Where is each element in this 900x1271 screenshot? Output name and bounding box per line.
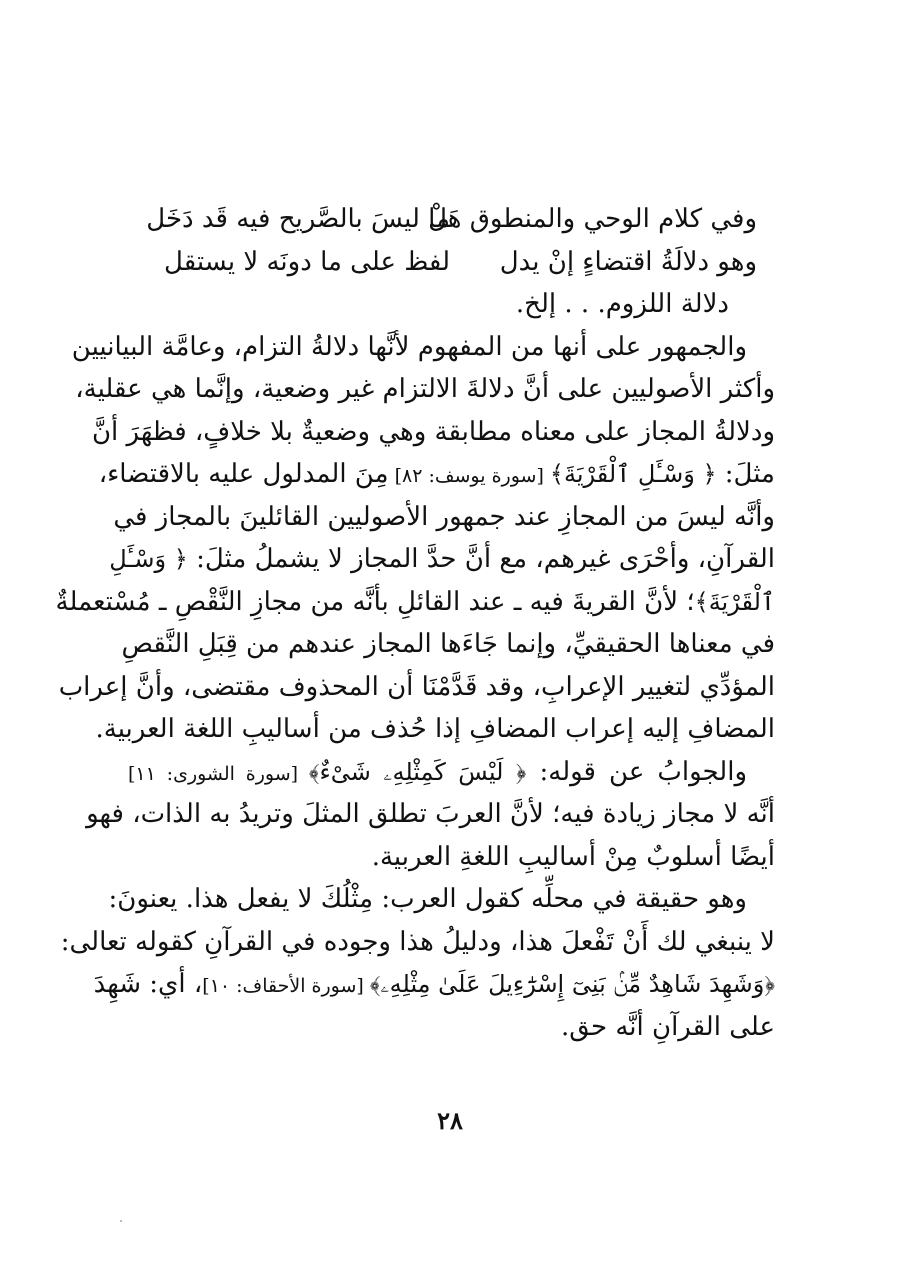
verse-line-2-first-hemistich: وهو دلالَةُ اقتضاءٍ إنْ يدل	[499, 246, 757, 277]
line-text: مثلَ:	[716, 459, 775, 489]
line-text: وأكثر الأصوليين على أنَّ دلالةَ الالتزام غير وضعية، وإنَّما هي عقلية،	[75, 374, 775, 404]
text-line	[71, 326, 775, 369]
scan-speck	[120, 1220, 122, 1222]
text-line	[55, 581, 775, 624]
quran-verse: ﴿وَشَهِدَ شَاهِدٌ مِّنۢ بَنِىٓ إِسْرَٰٓءِيلَ عَلَىٰ مِثْلِهِۦ﴾	[369, 970, 775, 998]
line-text: المضافِ إليه إعراب المضافِ إذا حُذف من أساليبِ اللغة العربية.	[95, 714, 775, 744]
text-line	[95, 708, 775, 751]
verse-line-2-second-hemistich: لفظ على ما دونَه لا يستقل	[164, 246, 450, 277]
paragraph	[55, 326, 775, 751]
text-line	[128, 1006, 775, 1049]
text-line	[121, 623, 775, 666]
line-text: والجوابُ عن قوله:	[526, 756, 747, 787]
quran-verse: ﴿ لَيْسَ كَمِثْلِهِۦ شَىْءٌ﴾	[308, 757, 527, 786]
page-body	[55, 198, 775, 1048]
quran-verse: ٱلْقَرْيَةَ﴾	[694, 587, 775, 616]
line-text: وهو حقيقة في محلِّه كقول العرب: مِثْلُكَ لا يفعل هذا. يعنونَ:	[108, 884, 747, 914]
line-text: على القرآنِ أنَّه حق.	[561, 1011, 775, 1042]
text-line	[108, 878, 775, 921]
quran-verse: ﴿ وَسْـَٔلِ	[109, 545, 188, 573]
verse-citation: [سورة الأحقاف: ١٠]	[202, 975, 370, 997]
line-text: ودلالةُ المجاز على معناه مطابقة وهي وضعيةٌ بلا خلافٍ، فظهَرَ أنَّ	[91, 416, 775, 447]
verse-citation: [سورة يوسف: ٨٢]	[388, 465, 550, 487]
line-text: المؤدِّي لتغيير الإعرابِ، وقد قَدَّمْنَا أن المحذوف مقتضى، وأنَّ إعراب	[58, 671, 775, 702]
line-text: أنَّه لا مجاز زيادة فيه؛ لأنَّ العربَ تطلق المثلَ وتريدُ به الذات، فهو	[86, 799, 775, 829]
verse-line-2	[128, 241, 775, 284]
line-text: ؛ لأنَّ القريةَ فيه ـ عند القائلِ بأنَّه من مجازِ النَّقْصِ ـ مُسْتعملةٌ	[55, 586, 695, 617]
poem-verse	[128, 198, 775, 326]
paragraph	[86, 751, 775, 879]
text-line	[98, 453, 775, 496]
body-paragraphs	[55, 326, 775, 1049]
line-text: ، أي: شَهِدَ	[93, 969, 203, 999]
text-line	[91, 411, 775, 454]
text-line	[93, 963, 775, 1006]
text-line	[109, 538, 775, 581]
text-line	[58, 666, 775, 709]
text-line	[128, 836, 775, 879]
paragraph	[60, 878, 775, 1048]
verse-line-1	[128, 198, 775, 241]
text-line	[86, 793, 775, 836]
line-text: والجمهور على أنها من المفهوم لأنَّها دلالةُ التزام، وعامَّة البيانيين	[71, 331, 747, 362]
line-text: لا ينبغي لك أَنْ تَفْعلَ هذا، ودليلُ هذا وجوده في القرآنِ كقوله تعالى:	[60, 926, 775, 957]
page-number: ٢٨	[437, 1106, 463, 1135]
line-text: في معناها الحقيقيِّ، وإنما جَاءَها المجاز عندهم من قِبَلِ النَّقصِ	[121, 629, 775, 659]
text-line	[75, 368, 775, 411]
line-text: أيضًا أسلوبٌ مِنْ أساليبِ اللغةِ العربية.	[371, 841, 775, 872]
text-line	[128, 751, 775, 794]
line-text: القرآنِ، وأحْرَى غيرهم، مع أنَّ حدَّ المجاز لا يشملُ مثلَ:	[187, 544, 775, 574]
verse-citation: [سورة الشورى: ١١]	[128, 762, 309, 785]
line-text: وأنَّه ليسَ من المجازِ عند جمهور الأصوليين القائلينَ بالمجاز في	[113, 501, 775, 532]
verse-line-1-first-hemistich: وفي كلام الوحي والمنطوق هَلْ	[428, 204, 757, 234]
line-text: مِنَ المدلول عليه بالاقتضاء،	[98, 459, 389, 489]
verse-continuation: دلالة اللزوم. . . إلخ.	[515, 289, 729, 319]
text-line	[60, 921, 775, 964]
verse-line-1-second-hemistich: ما ليسَ بالصَّريح فيه قَد دَخَل	[146, 204, 450, 234]
text-line	[113, 496, 775, 539]
quran-verse: ﴿ وَسْـَٔلِ ٱلْقَرْيَةَ﴾	[549, 460, 717, 488]
